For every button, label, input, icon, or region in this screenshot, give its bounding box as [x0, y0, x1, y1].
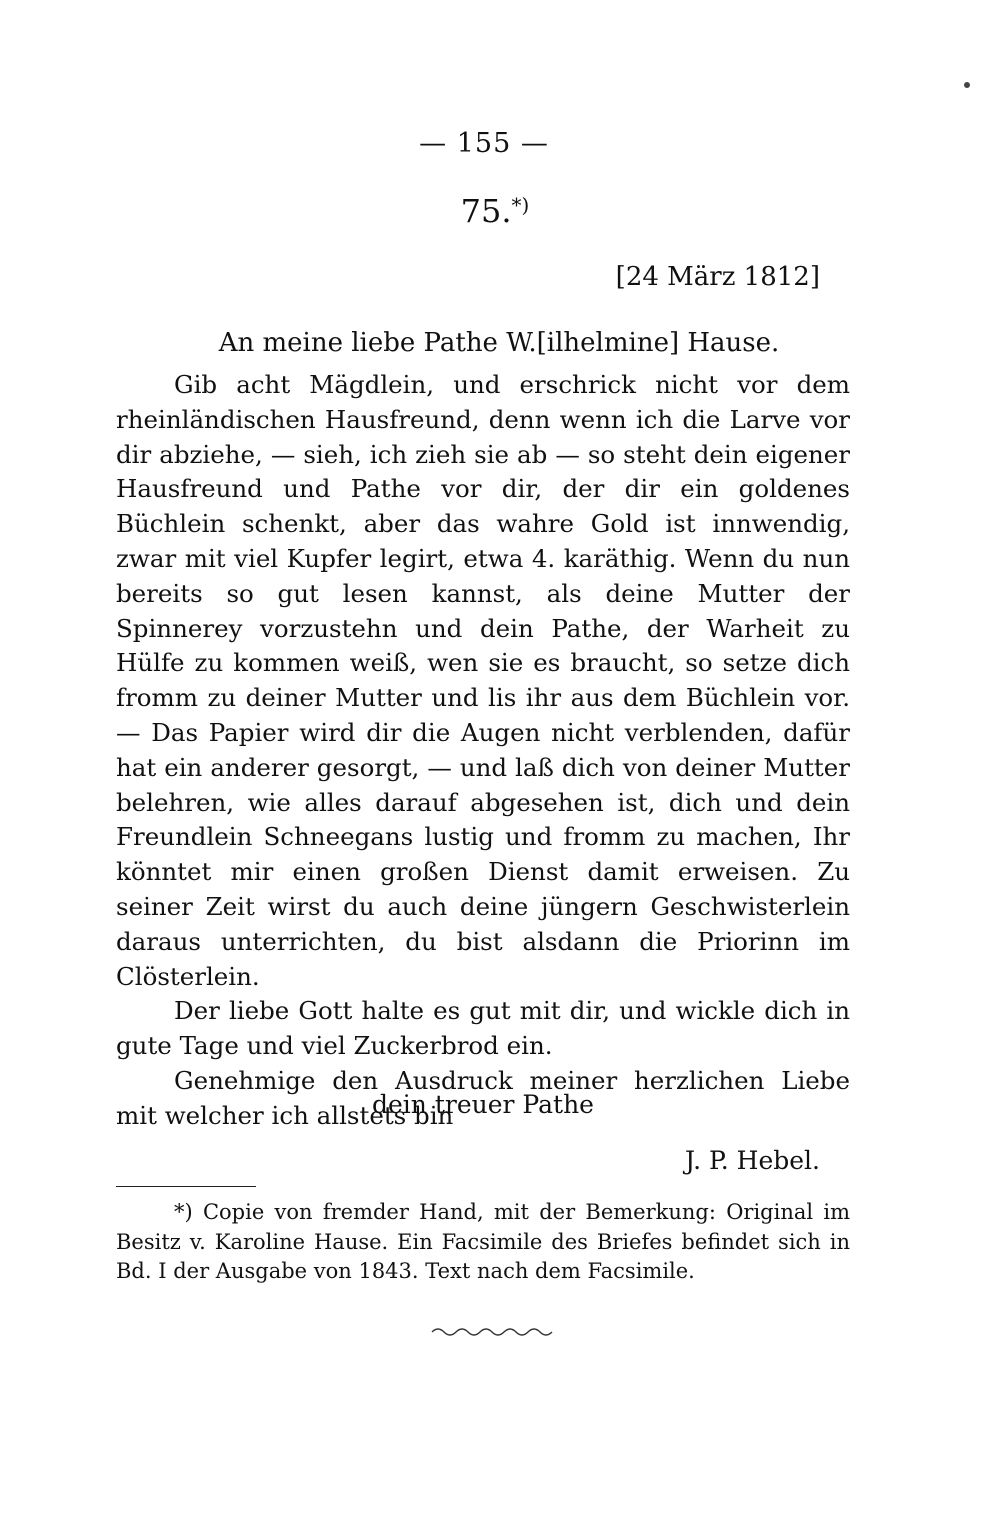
ornament-flourish — [430, 1324, 556, 1340]
paragraph: Gib acht Mägdlein, und erschrick nicht vor dem rheinländischen Hausfreund, denn wenn ich die Larve vor dir abziehe, — sieh, ich zieh sie ab — so steht dein eigener Hausfreund und Pathe vor dir, der dir ein goldenes Büchlein schenkt, aber das wahre Gold ist innwendig, zwar mit viel Kupfer legirt, etwa 4. karäthig. Wenn du nun bereits so gut lesen kannst, als deine Mutter der Spinnerey vorzustehn und dein Pathe, der Warheit zu Hülfe zu kommen weiß, wen sie es braucht, so setze dich fromm zu deiner Mutter und lis ihr aus dem Büchlein vor. — Das Papier wird dir die Augen nicht verblenden, dafür hat ein anderer gesorgt, — und laß dich von deiner Mutter belehren, wie alles darauf abgesehen ist, dich und dein Freundlein Schneegans lustig und fromm zu machen, Ihr könntet mir einen großen Dienst damit erweisen. Zu seiner Zeit wirst du auch deine jüngern Geschwisterlein daraus unterrichten, du bist alsdann die Priorinn im Clösterlein. — [116, 370, 850, 991]
letter-date: [24 März 1812] — [615, 262, 820, 292]
letter-number — [0, 192, 990, 230]
footnote-text: *) Copie von fremder Hand, mit der Bemerkung: Original im Besitz v. Karoline Hause. Ein Facsimile des Briefes befindet sich in Bd. I der Ausgabe von 1843. Text nach dem Facsimile. — [116, 1200, 850, 1283]
page-number: — 155 — — [419, 128, 549, 159]
letter-number-value: 75. — [460, 192, 512, 230]
ink-speck — [964, 82, 970, 88]
salutation: An meine liebe Pathe W.[ilhelmine] Hause. — [218, 328, 780, 358]
paragraph: Der liebe Gott halte es gut mit dir, und wickle dich in gute Tage und viel Zuckerbrod ein. — [116, 996, 850, 1061]
signature: J. P. Hebel. — [685, 1146, 820, 1175]
letter-body — [116, 368, 850, 1134]
footnote-divider — [116, 1186, 256, 1187]
footnote-marker: *) — [511, 193, 530, 217]
paragraph: Genehmige den Ausdruck meiner herzlichen Liebe mit welcher ich allstets bin — [116, 1065, 850, 1130]
footnote — [116, 1198, 850, 1287]
closing-line: dein treuer Pathe — [372, 1090, 594, 1119]
